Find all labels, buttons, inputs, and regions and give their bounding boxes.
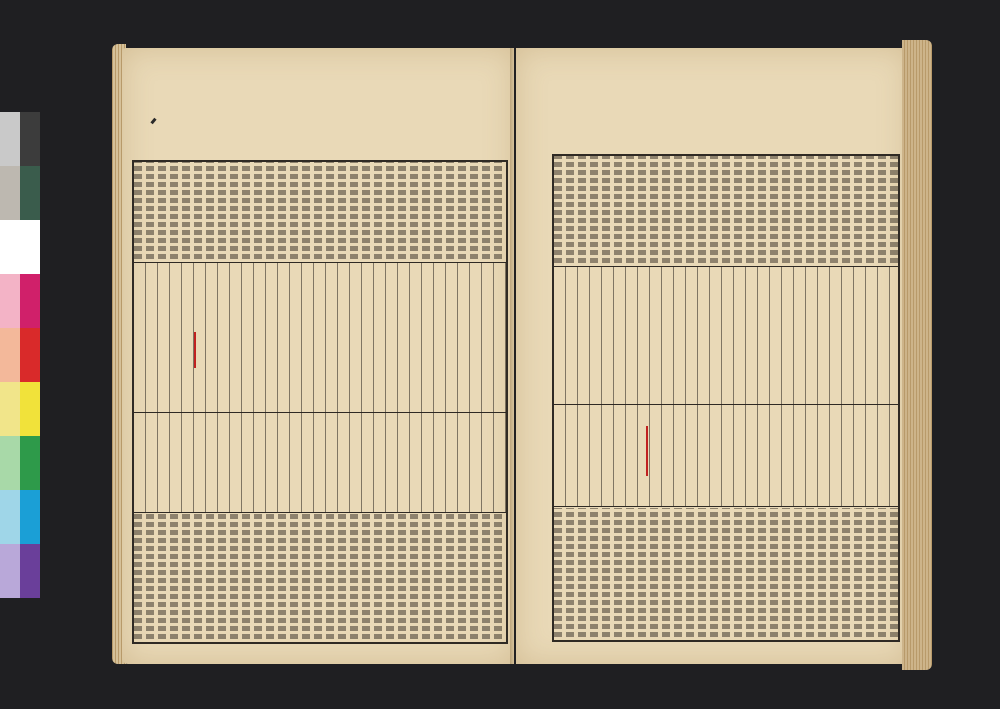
right-page [516,48,908,664]
left-table-row-1 [134,262,506,412]
color-swatch [0,490,20,544]
color-swatch [0,112,20,166]
color-swatch [0,220,20,274]
red-annotation [646,426,648,476]
right-page-edges [902,40,932,670]
right-text-top [554,156,898,266]
right-table-row-2 [554,404,898,506]
right-table-row-1 [554,266,898,404]
red-annotation [194,332,196,368]
left-table-row-2 [134,412,506,512]
left-text-top [134,162,506,262]
color-swatch [20,328,40,382]
color-swatch [20,220,40,274]
color-swatch [20,436,40,490]
color-swatch [0,544,20,598]
right-text-bottom [554,508,898,640]
color-swatch [20,112,40,166]
color-swatch [20,166,40,220]
color-calibration-card [0,112,40,598]
color-swatch [20,274,40,328]
open-book [112,40,932,670]
color-swatch [20,490,40,544]
color-swatch [0,436,20,490]
left-page [122,48,514,664]
color-swatch [20,382,40,436]
color-swatch [0,382,20,436]
left-text-bottom [134,514,506,642]
color-swatch [20,544,40,598]
color-swatch [0,166,20,220]
color-swatch [0,328,20,382]
left-text-block [132,160,508,644]
right-text-block [552,154,900,642]
ink-mark [150,118,156,125]
color-swatch [0,274,20,328]
